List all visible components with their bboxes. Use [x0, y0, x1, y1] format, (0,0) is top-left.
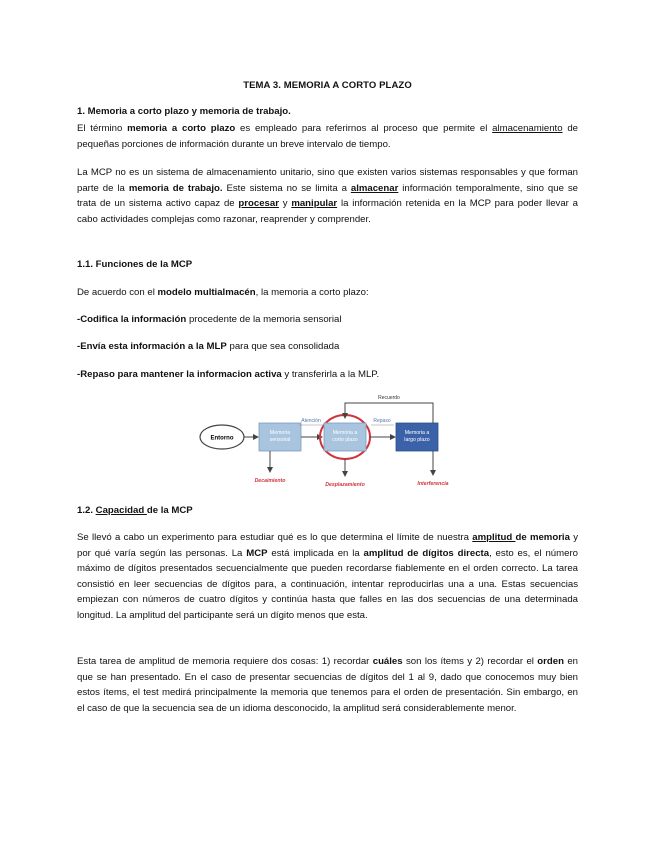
function-item-1: -Codifica la información procedente de la memoria sensorial [77, 314, 342, 325]
page-title: TEMA 3. MEMORIA A CORTO PLAZO [243, 80, 412, 91]
mlp-label-1: Memoria a [404, 430, 430, 436]
section-1-heading: 1. Memoria a corto plazo y memoria de trabajo. [77, 106, 291, 117]
mcp-label-2: corto plazo [332, 437, 358, 443]
section-1-2-paragraph-1: Se llevó a cabo un experimento para estudiar qué es lo que determina el límite de nuestra amplitud de memoria y por qué varía según las personas. La MCP está implicada en la amplitud de dígitos directa, esto es, el número máximo de dígitos presentados secuencialmente que pueden recordarse fiablemente en el orden correcto. La tarea consistió en leer secuencias de dígitos para, a continuación, intentar reproducirlas una a una. Estas secuencias empiezan con números de cuatro dígitos y continúa hasta que falles en las dos secuencias de una determinada longitud. La amplitud del participante será un dígito menos que esta. [77, 532, 578, 621]
memory-model-diagram [195, 388, 460, 493]
section-1-1-heading: 1.1. Funciones de la MCP [77, 259, 193, 270]
desplazamiento-label: Desplazamiento [325, 482, 365, 488]
entorno-label: Entorno [210, 435, 234, 442]
function-item-2: -Envía esta información a la MLP para que sea consolidada [77, 341, 340, 352]
interferencia-label: Interferencia [417, 481, 449, 487]
function-item-3: -Repaso para mantener la informacion activa y transferirla a la MLP. [77, 369, 380, 380]
recuerdo-label: Recuerdo [378, 395, 400, 401]
section-1-paragraph-1: El término memoria a corto plazo es empleado para referirnos al proceso que permite el almacenamiento de pequeñas porciones de información durante un breve intervalo de tiempo. [77, 123, 578, 150]
sensorial-label-1: Memoria [269, 430, 291, 436]
atencion-label: Atención [301, 418, 321, 424]
mcp-label-1: Memoria a [332, 430, 358, 436]
section-1-paragraph-2: La MCP no es un sistema de almacenamiento unitario, sino que existen varios sistemas responsables y que forman parte de la memoria de trabajo. Este sistema no se limita a almacenar información temporalmente, sino que se trata de un sistema activo capaz de procesar y manipular la información retenida en la MCP para poder llevar a cabo actividades complejas como razonar, reaprender y comprender. [77, 167, 578, 225]
section-1-2-heading: 1.2. Capacidad de la MCP [77, 505, 193, 516]
section-1-2-paragraph-2: Esta tarea de amplitud de memoria requiere dos cosas: 1) recordar cuáles son los ítems y 2) recordar el orden en que se han presentado. En el caso de presentar secuencias de dígitos del 1 al 9, dado que conocemos muy bien estos ítems, el test medirá principalmente la memoria que tenemos para el orden de presentación. Sin embargo, en el caso de que la secuencia sea de un idioma desconocido, la amplitud será considerablemente menor. [77, 656, 578, 714]
section-1-1-intro: De acuerdo con el modelo multialmacén, la memoria a corto plazo: [77, 287, 369, 298]
sensorial-label-2: sensorial [269, 437, 291, 443]
decaimiento-label: Decaimiento [254, 478, 286, 484]
mlp-label-2: largo plazo [404, 437, 430, 443]
repaso-label: Repaso [373, 418, 391, 424]
